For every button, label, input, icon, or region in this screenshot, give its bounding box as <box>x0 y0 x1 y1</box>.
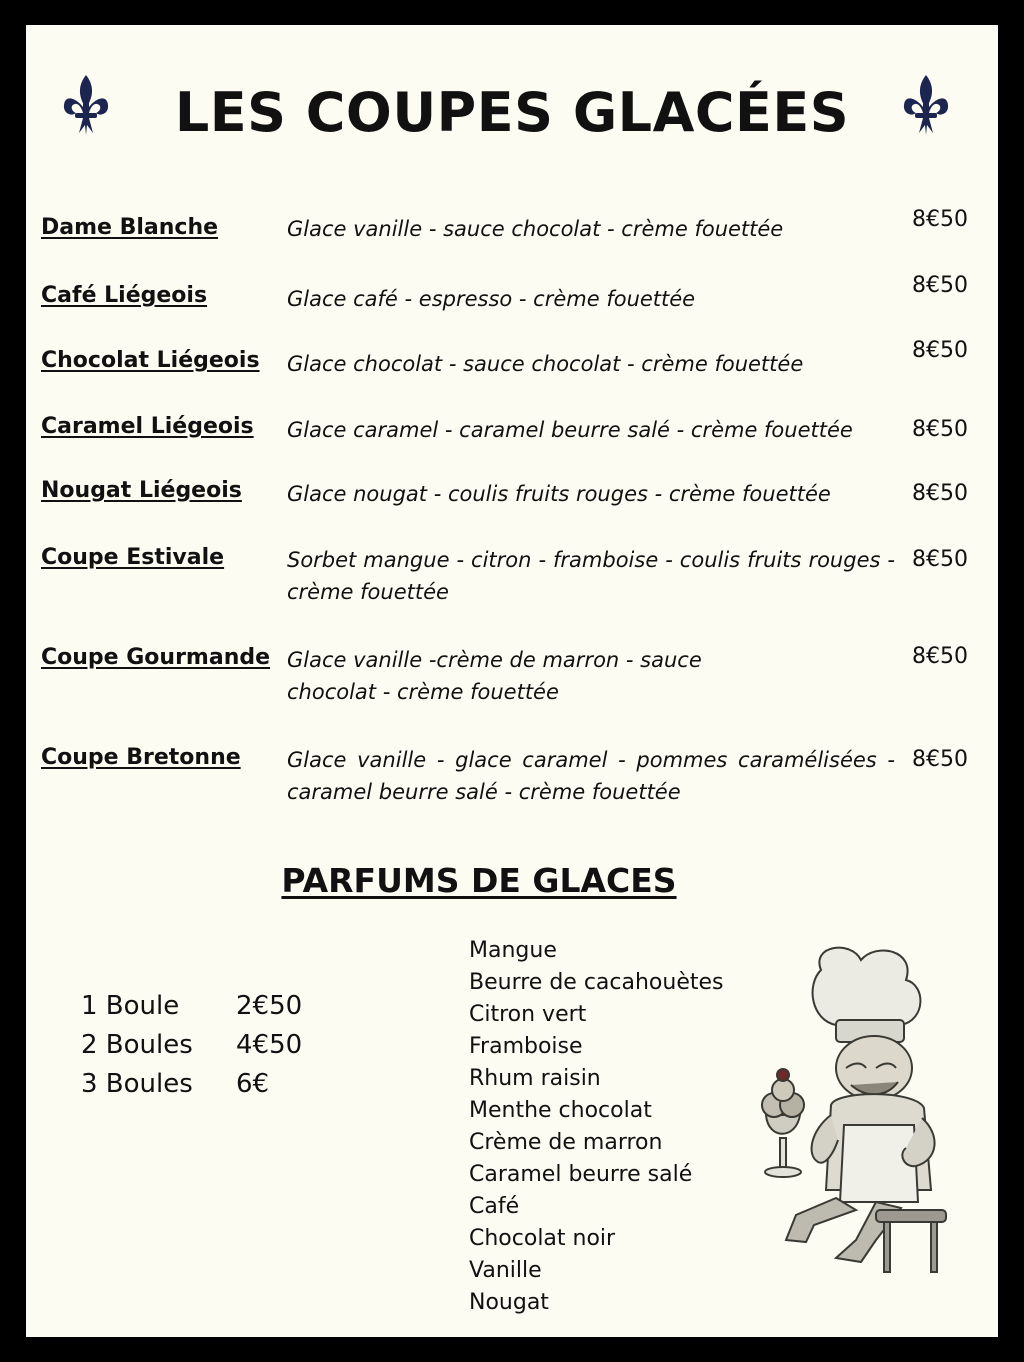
item-name: Chocolat Liégeois <box>41 348 260 373</box>
item-description: Glace caramel - caramel beurre salé - crème fouettée <box>287 418 853 442</box>
item-name: Coupe Bretonne <box>41 745 241 770</box>
item-price: 8€50 <box>912 547 968 572</box>
scoop-price-list <box>81 987 302 1104</box>
item-description: Glace nougat - coulis fruits rouges - crème fouettée <box>287 482 831 506</box>
item-description: Glace chocolat - sauce chocolat - crème fouettée <box>287 352 804 376</box>
item-name: Caramel Liégeois <box>41 414 254 439</box>
flavor-list <box>469 935 723 1319</box>
flavor-item: Chocolat noir <box>469 1226 616 1251</box>
chef-illustration <box>726 940 956 1285</box>
scoop-label: 1 Boule <box>81 991 180 1021</box>
scoop-row <box>81 1065 302 1104</box>
menu-page <box>26 25 998 1337</box>
flavor-item: Mangue <box>469 938 557 963</box>
scoop-row <box>81 1026 302 1065</box>
flavor-item: Beurre de cacahouètes <box>469 970 724 995</box>
item-description: Glace vanille -crème de marron - sauce chocolat - crème fouettée <box>287 648 702 704</box>
item-description: Glace café - espresso - crème fouettée <box>287 287 696 311</box>
scoop-price: 4€50 <box>236 1030 303 1060</box>
item-name: Café Liégeois <box>41 283 208 308</box>
item-price: 8€50 <box>912 417 968 442</box>
item-name: Coupe Gourmande <box>41 645 271 670</box>
item-price: 8€50 <box>912 747 968 772</box>
flavor-item: Rhum raisin <box>469 1066 601 1091</box>
item-name: Dame Blanche <box>41 215 219 240</box>
scoop-label: 3 Boules <box>81 1069 193 1099</box>
scoop-label: 2 Boules <box>81 1030 193 1060</box>
scoop-price: 2€50 <box>236 991 303 1021</box>
item-price: 8€50 <box>912 273 968 298</box>
item-description: Glace vanille - sauce chocolat - crème fouettée <box>287 217 784 241</box>
flavor-item: Citron vert <box>469 1002 587 1027</box>
flavor-item: Nougat <box>469 1290 549 1315</box>
flavor-item: Café <box>469 1194 520 1219</box>
section-title: PARFUMS DE GLACES <box>281 861 677 900</box>
item-name: Nougat Liégeois <box>41 478 242 503</box>
scoop-price: 6€ <box>236 1069 270 1099</box>
item-price: 8€50 <box>912 644 968 669</box>
item-price: 8€50 <box>912 338 968 363</box>
flavor-item: Framboise <box>469 1034 583 1059</box>
item-price: 8€50 <box>912 481 968 506</box>
flavor-item: Vanille <box>469 1258 542 1283</box>
item-description: Sorbet mangue - citron - framboise - coulis fruits rouges - crème fouettée <box>287 548 895 604</box>
item-name: Coupe Estivale <box>41 545 225 570</box>
flavor-item: Caramel beurre salé <box>469 1162 693 1187</box>
flavor-item: Crème de marron <box>469 1130 663 1155</box>
scoop-row <box>81 987 302 1026</box>
item-description: Glace vanille - glace caramel - pommes caramélisées - caramel beurre salé - crème fouettée <box>287 748 895 804</box>
page-title: LES COUPES GLACÉES <box>174 81 850 144</box>
item-price: 8€50 <box>912 207 968 232</box>
flavor-item: Menthe chocolat <box>469 1098 652 1123</box>
